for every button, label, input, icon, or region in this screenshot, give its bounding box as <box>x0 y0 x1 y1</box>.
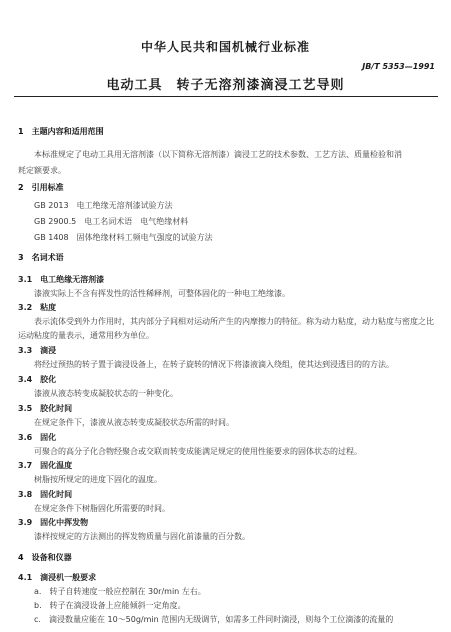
term-3-3-definition: 将经过预热的转子置于滴浸设备上，在转子旋转的情况下将漆液滴入绕组，使其达到浸透目的的方法。 <box>34 360 394 369</box>
term-3-5: 3.5 胶化时间 <box>18 404 73 413</box>
section-4-heading: 4 设备和仪器 <box>18 553 72 562</box>
term-3-1-definition: 漆液实际上不含有挥发性的活性稀释剂，可整体固化的一种电工绝缘漆。 <box>34 289 290 298</box>
list-item: c. 滴浸数量应能在 10～50g/min 范围内无级调节，如需多工件同时滴浸，则每个工位滴漆的流量的 <box>34 615 394 624</box>
section-1-paragraph-line-2: 耗定额要求。 <box>18 166 66 175</box>
term-3-6: 3.6 固化 <box>18 433 57 442</box>
reference-item: GB 2013 电工绝缘无溶剂漆试验方法 <box>34 201 173 210</box>
term-3-1: 3.1 电工绝缘无溶剂漆 <box>18 275 105 284</box>
term-3-4-definition: 漆液从液态转变成凝胶状态的一种变化。 <box>34 389 178 398</box>
issuing-body: 中华人民共和国机械行业标准 <box>140 40 310 54</box>
term-3-2-definition-line-2: 运动粘度的量表示，通常用秒为单位。 <box>18 331 154 340</box>
document-title: 电动工具 转子无溶剂漆滴浸工艺导则 <box>106 78 345 93</box>
term-3-5-definition: 在规定条件下，漆液从液态转变成凝胶状态所需的时间。 <box>34 418 234 427</box>
title-divider <box>14 96 438 97</box>
term-3-7-definition: 树脂按所规定的进度下固化的温度。 <box>34 475 162 484</box>
reference-item: GB 2900.5 电工名词术语 电气绝缘材料 <box>34 217 189 226</box>
section-1-paragraph-line-1: 本标准规定了电动工具用无溶剂漆（以下简称无溶剂漆）滴浸工艺的技术参数、工艺方法、质量检验和消 <box>34 150 402 159</box>
term-3-3: 3.3 滴浸 <box>18 346 57 355</box>
standard-number: JB/T 5353—1991 <box>362 62 435 71</box>
reference-item: GB 1408 固体绝缘材料工频电气强度的试验方法 <box>34 233 213 242</box>
list-item: b. 转子在滴浸设备上应能倾斜一定角度。 <box>34 601 186 610</box>
term-3-6-definition: 可聚合的高分子化合物经聚合或交联而转变成能满足规定的使用性能要求的固体状态的过程。 <box>34 447 362 456</box>
term-3-2: 3.2 粘度 <box>18 303 57 312</box>
section-3-heading: 3 名词术语 <box>18 253 64 262</box>
term-3-2-definition-line-1: 表示流体受到外力作用时，其内部分子间相对运动所产生的内摩擦力的特征。称为动力粘度，动力粘度与密度之比 <box>34 317 434 326</box>
term-3-9: 3.9 固化中挥发物 <box>18 518 89 527</box>
term-3-9-definition: 漆样按规定的方法测出的挥发物质量与固化前漆量的百分数。 <box>34 532 250 541</box>
list-item: a. 转子自转速度一般应控制在 30r/min 左右。 <box>34 587 206 596</box>
term-3-7: 3.7 固化温度 <box>18 461 73 470</box>
clause-4-1: 4.1 滴浸机一般要求 <box>18 573 97 582</box>
section-2-heading: 2 引用标准 <box>18 183 64 192</box>
term-3-8: 3.8 固化时间 <box>18 490 73 499</box>
term-3-8-definition: 在规定条件下树脂固化所需要的时间。 <box>34 504 170 513</box>
term-3-4: 3.4 胶化 <box>18 375 57 384</box>
section-1-heading: 1 主题内容和适用范围 <box>18 127 104 136</box>
